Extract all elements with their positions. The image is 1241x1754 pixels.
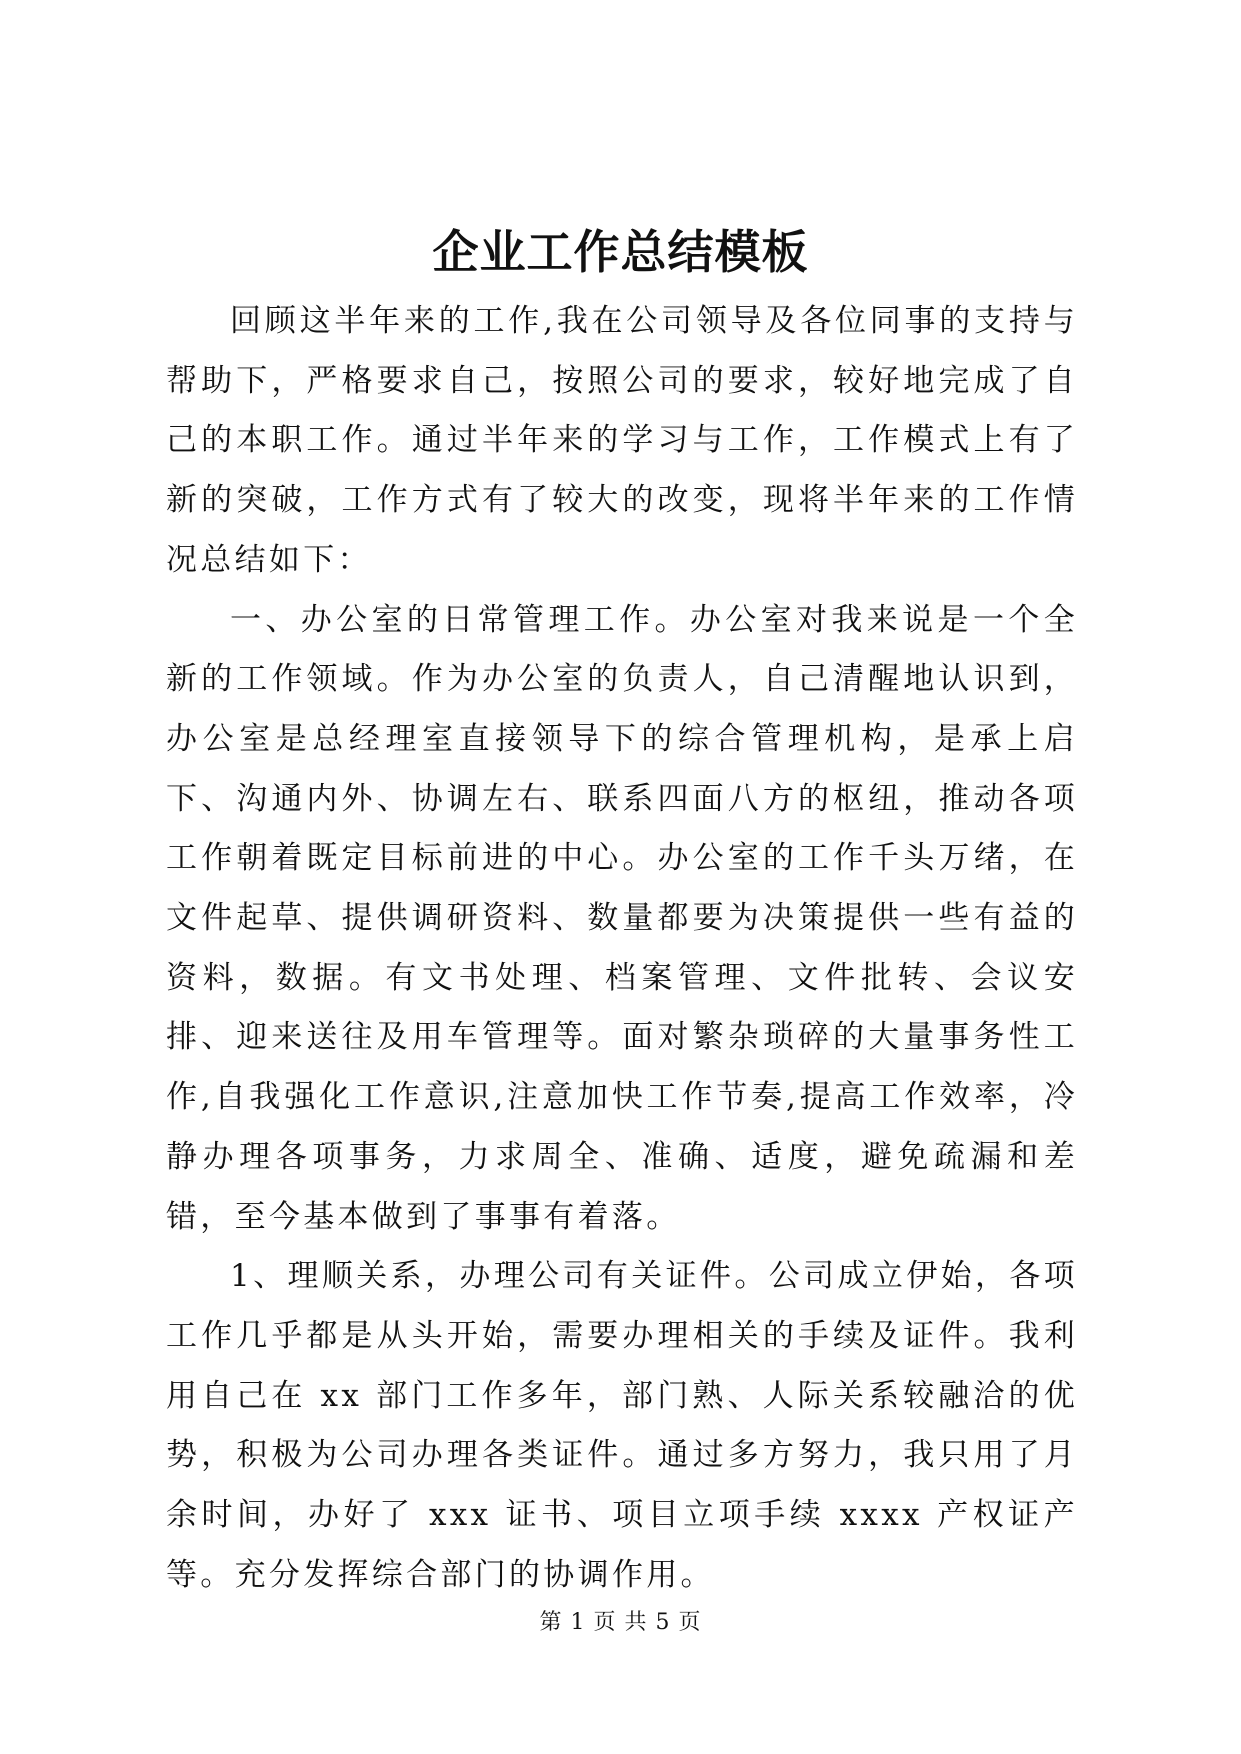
paragraph-intro: 回顾这半年来的工作,我在公司领导及各位同事的支持与帮助下，严格要求自己，按照公司的要求，较好地完成了自己的本职工作。通过半年来的学习与工作，工作模式上有了新的突破，工作方式有了较大的改变，现将半年来的工作情况总结如下： [166, 303, 1078, 578]
document-title: 企业工作总结模板 [432, 225, 809, 279]
page-number-footer: 第 1 页 共 5 页 [539, 1610, 702, 1635]
document-body [166, 292, 1078, 1605]
paragraph-office-management: 一、办公室的日常管理工作。办公室对我来说是一个全新的工作领域。作为办公室的负责人，自己清醒地认识到，办公室是总经理室直接领导下的综合管理机构，是承上启下、沟通内外、协调左右、联系四面八方的枢纽，推动各项工作朝着既定目标前进的中心。办公室的工作千头万绪，在文件起草、提供调研资料、数量都要为决策提供一些有益的资料，数据。有文书处理、档案管理、文件批转、会议安排、迎来送往及用车管理等。面对繁杂琐碎的大量事务性工作,自我强化工作意识,注意加快工作节奏,提高工作效率，冷静办理各项事务，力求周全、准确、适度，避免疏漏和差错，至今基本做到了事事有着落。 [166, 601, 1078, 1235]
paragraph-certificates: 1、理顺关系，办理公司有关证件。公司成立伊始，各项工作几乎都是从头开始，需要办理相关的手续及证件。我利用自己在 xx 部门工作多年，部门熟、人际关系较融洽的优势，积极为公司办理各类证件。通过多方努力，我只用了月余时间，办好了 xxx 证书、项目立项手续 xxxx 产权证产等。充分发挥综合部门的协调作用。 [166, 1258, 1078, 1593]
